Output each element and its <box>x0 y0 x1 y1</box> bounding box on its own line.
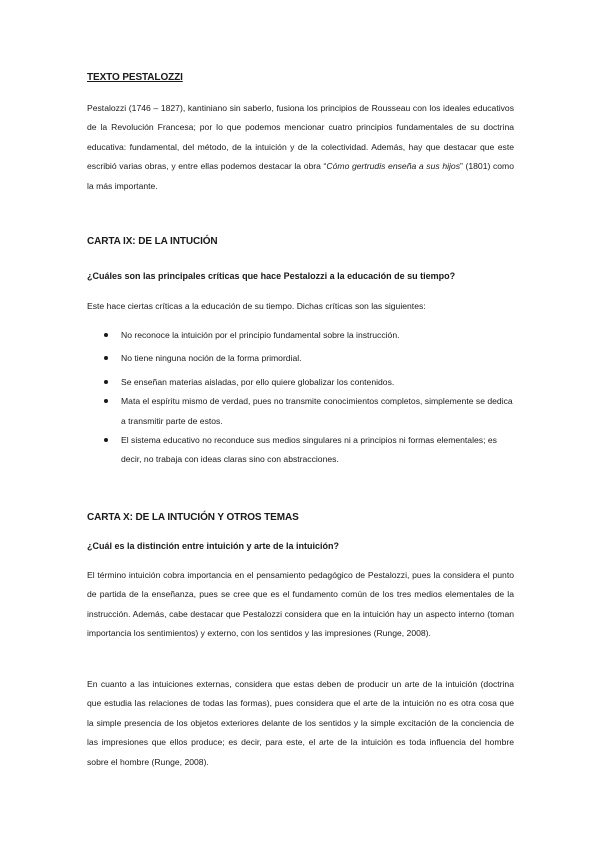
carta-x-paragraph1-block <box>87 566 514 644</box>
carta-x-question-block <box>87 541 514 551</box>
carta-ix-bullet-list <box>87 326 514 470</box>
carta-ix-question: ¿Cuáles son las principales críticas que hace Pestalozzi a la educación de su tiempo? <box>87 271 456 281</box>
carta-ix-lead-block <box>87 297 514 316</box>
carta-x-paragraph-1: El término intuición cobra importancia en el pensamiento pedagógico de Pestalozzi, pues la considera el punto de partida de la enseñanza, pues se cree que es el fundamento común de los tres medios elementales de la instrucción. Además, cabe destacar que Pestalozzi considera que en la intuición hay un aspecto interno (toman importancia los sentimientos) y externo, con los sentidos y las impresiones (Runge, 2008). <box>87 570 514 639</box>
carta-ix-heading: CARTA IX: DE LA INTUCIÓN <box>87 236 218 247</box>
carta-x-paragraph2-block <box>87 675 514 772</box>
bullet-text: Se enseñan materias aisladas, por ello quiere globalizar los contenidos. <box>121 376 395 387</box>
bullet-text: Mata el espíritu mismo de verdad, pues no transmite conocimientos completos, simplemente se dedica a transmitir parte de estos. <box>121 396 513 426</box>
bullet-icon <box>104 438 108 442</box>
bullet-text: No reconoce la intuición por el principio fundamental sobre la instrucción. <box>121 330 400 340</box>
book-title: Cómo gertrudis enseña a sus hijos <box>326 161 460 172</box>
list-item <box>87 326 514 345</box>
intro-paragraph <box>87 99 514 196</box>
document-title-block <box>87 72 514 83</box>
bullet-icon <box>104 356 108 360</box>
bullet-icon <box>104 380 108 384</box>
list-item <box>87 392 514 431</box>
carta-ix-heading-block <box>87 236 514 247</box>
intro-paragraph-block <box>87 99 514 196</box>
list-item <box>87 431 514 470</box>
carta-x-paragraph-2: En cuanto a las intuiciones externas, considera que estas deben de producir un arte de la intuición (doctrina que estudia las relaciones de todas las formas), pues considera que el arte de la intuición no es otra cosa que la simple presencia de los objetos exteriores delante de los sentidos y la simple excitación de la conciencia de las impresiones que ellos produce; es decir, para este, el arte de la intuición es toda influencia del hombre sobre el hombre (Runge, 2008). <box>87 679 514 767</box>
bullet-icon <box>104 399 108 403</box>
document-title: TEXTO PESTALOZZI <box>87 72 183 83</box>
intro-text-before: Pestalozzi (1746 – 1827), kantiniano sin saberlo, fusiona los principios de Rousseau con los ideales educativos de la Revolución Francesa; por lo que podemos mencionar cuatro principios fundamentales de su doctrina educativa: fundamental, del método, de la intuición y de la colectividad. Además, hay que destacar que este escribió varias obras, y entre ellas podemos destacar la obra “ <box>87 103 514 172</box>
bullet-text: No tiene ninguna noción de la forma primordial. <box>121 353 302 364</box>
carta-x-heading-block <box>87 512 514 523</box>
carta-ix-lead: Este hace ciertas críticas a la educación de su tiempo. Dichas críticas son las siguientes: <box>87 301 426 311</box>
intro-text-after: ” (1801) como la más importante. <box>87 161 514 191</box>
list-item <box>87 373 514 392</box>
carta-x-question: ¿Cuál es la distinción entre intuición y arte de la intuición? <box>87 541 340 551</box>
bullet-text: El sistema educativo no reconduce sus medios singulares ni a principios ni formas elementales; es decir, no trabaja con ideas claras sino con abstracciones. <box>121 435 497 465</box>
carta-x-heading: CARTA X: DE LA INTUCIÓN Y OTROS TEMAS <box>87 512 299 523</box>
list-item <box>87 349 514 368</box>
bullet-icon <box>104 333 108 337</box>
carta-ix-question-block <box>87 271 514 281</box>
